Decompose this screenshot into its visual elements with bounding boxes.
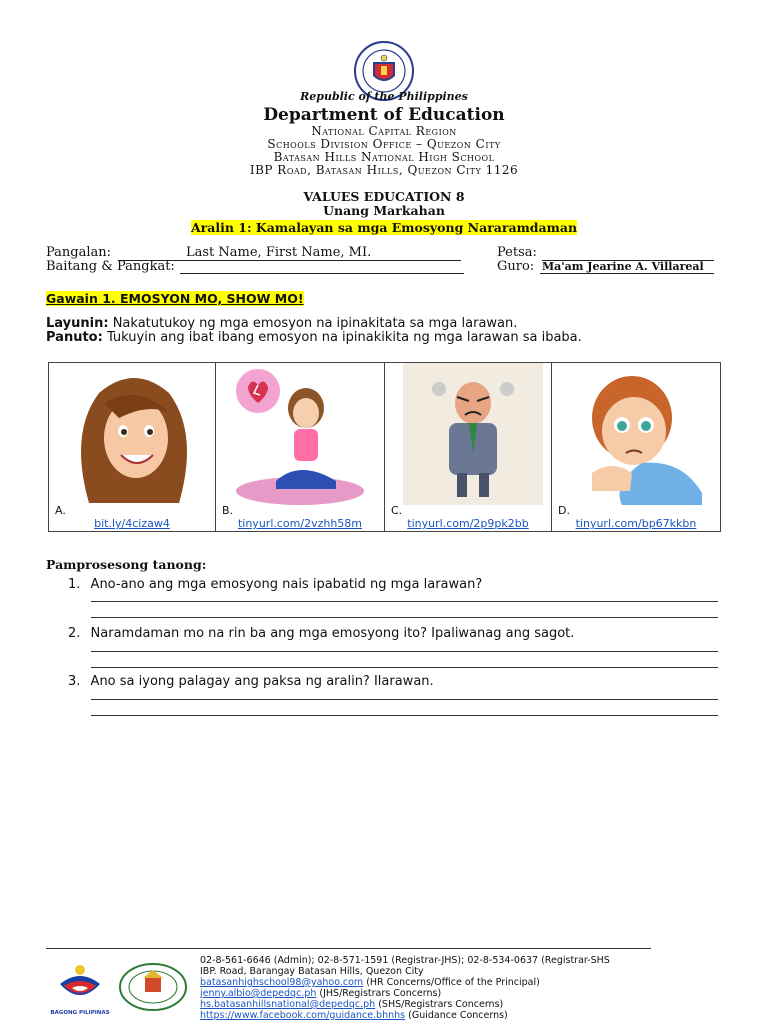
image-a-letter: A. bbox=[55, 504, 66, 517]
objective-label: Layunin: bbox=[46, 316, 109, 331]
name-value: Last Name, First Name, MI. bbox=[186, 245, 372, 260]
footer-contact-2 bbox=[200, 988, 670, 999]
question-3-num: 3. bbox=[68, 674, 81, 689]
worried-boy-illustration bbox=[552, 363, 720, 513]
subject-title: VALUES EDUCATION 8 bbox=[303, 189, 465, 204]
lesson-title-wrap bbox=[0, 217, 768, 236]
header-address: IBP Road, Batasan Hills, Quezon City 1126 bbox=[249, 163, 519, 177]
answer-line-3b[interactable] bbox=[91, 715, 718, 716]
image-d-letter: D. bbox=[558, 504, 570, 517]
section-field[interactable] bbox=[180, 259, 464, 274]
footer-email-hr[interactable]: batasanhighschool98@yahoo.com bbox=[200, 977, 364, 988]
questions-heading: Pamprosesong tanong: bbox=[46, 557, 207, 572]
happy-woman-illustration bbox=[49, 363, 215, 513]
image-cell-b bbox=[215, 362, 385, 532]
section-label: Baitang & Pangkat: bbox=[46, 259, 175, 274]
teacher-label: Guro: bbox=[497, 259, 535, 274]
footer-address: IBP. Road, Barangay Batasan Hills, Quezon City bbox=[200, 966, 424, 977]
question-2 bbox=[68, 626, 574, 641]
school-seal bbox=[118, 962, 188, 1012]
name-label: Pangalan: bbox=[46, 245, 112, 260]
question-2-text: Naramdaman mo na rin ba ang mga emosyong ito? Ipaliwanag ang sagot. bbox=[90, 626, 575, 641]
question-1-num: 1. bbox=[68, 577, 81, 592]
date-label: Petsa: bbox=[497, 245, 537, 260]
direction-text: Tukuyin ang ibat ibang emosyon na ipinakikita ng mga larawan sa ibaba. bbox=[106, 330, 582, 345]
image-b-link[interactable]: tinyurl.com/2vzhh58m bbox=[237, 517, 363, 530]
activity-title-wrap bbox=[46, 288, 304, 307]
subject-quarter: Unang Markahan bbox=[323, 203, 445, 218]
footer-facebook-link[interactable]: https://www.facebook.com/guidance.bhnhs bbox=[200, 1010, 406, 1021]
footer-facebook-note: (Guidance Concerns) bbox=[405, 1010, 508, 1021]
header-division: Schools Division Office – Quezon City bbox=[267, 137, 501, 151]
angry-man-illustration bbox=[385, 363, 551, 513]
objective-line bbox=[46, 316, 517, 331]
image-cell-a bbox=[48, 362, 216, 532]
objective-text: Nakatutukoy ng mga emosyon na ipinakitata sa mga larawan. bbox=[112, 316, 518, 331]
answer-line-1b[interactable] bbox=[91, 617, 718, 618]
footer-email-shs-note: (SHS/Registrars Concerns) bbox=[375, 999, 504, 1010]
image-c-link[interactable]: tinyurl.com/2p9pk2bb bbox=[407, 517, 529, 530]
sad-girl-illustration bbox=[216, 363, 384, 513]
question-3 bbox=[68, 674, 434, 689]
image-c-letter: C. bbox=[391, 504, 403, 517]
direction-label: Panuto: bbox=[46, 330, 103, 345]
image-cell-d bbox=[551, 362, 721, 532]
footer-email-hr-note: (HR Concerns/Office of the Principal) bbox=[363, 977, 540, 988]
image-a-link[interactable]: bit.ly/4cizaw4 bbox=[94, 517, 170, 530]
header-republic: Republic of the Philippines bbox=[300, 90, 468, 103]
footer-contact-1 bbox=[200, 977, 670, 988]
teacher-field[interactable] bbox=[540, 259, 714, 274]
footer-contact-4 bbox=[200, 1010, 670, 1021]
answer-line-1a[interactable] bbox=[91, 601, 718, 602]
header-department: Department of Education bbox=[263, 105, 505, 125]
question-3-text: Ano sa iyong palagay ang paksa ng aralin? Ilarawan. bbox=[90, 674, 434, 689]
footer-phones: 02-8-561-6646 (Admin); 02-8-571-1591 (Registrar-JHS); 02-8-534-0637 (Registrar-SHS bbox=[200, 955, 610, 966]
footer-email-shs[interactable]: hs.batasanhillsnational@depedqc.ph bbox=[200, 999, 376, 1010]
answer-line-2b[interactable] bbox=[91, 667, 718, 668]
lesson-title: Aralin 1: Kamalayan sa mga Emosyong Nararamdaman bbox=[190, 220, 578, 235]
image-b-letter: B. bbox=[222, 504, 234, 517]
image-d-link[interactable]: tinyurl.com/bp67kkbn bbox=[575, 517, 697, 530]
teacher-value: Ma'am Jearine A. Villareal bbox=[542, 260, 704, 273]
bagong-pilipinas-logo bbox=[50, 962, 110, 1014]
activity-title: Gawain 1. EMOSYON MO, SHOW MO! bbox=[46, 291, 304, 306]
answer-line-3a[interactable] bbox=[91, 699, 718, 700]
direction-line bbox=[46, 330, 582, 345]
question-1-text: Ano-ano ang mga emosyong nais ipabatid ng mga larawan? bbox=[90, 577, 483, 592]
question-2-num: 2. bbox=[68, 626, 81, 641]
footer-contact-block bbox=[200, 955, 670, 1021]
footer-contact-3 bbox=[200, 999, 670, 1010]
header-region: National Capital Region bbox=[311, 124, 457, 138]
question-1 bbox=[68, 577, 482, 592]
answer-line-2a[interactable] bbox=[91, 651, 718, 652]
bagong-pilipinas-text: BAGONG PILIPINAS bbox=[50, 1010, 110, 1016]
footer-email-jhs-note: (JHS/Registrars Concerns) bbox=[316, 988, 442, 999]
header-school: Batasan Hills National High School bbox=[273, 150, 495, 164]
footer-divider bbox=[46, 948, 651, 949]
footer-email-jhs[interactable]: jenny.albio@depedqc.ph bbox=[200, 988, 317, 999]
image-cell-c bbox=[384, 362, 552, 532]
